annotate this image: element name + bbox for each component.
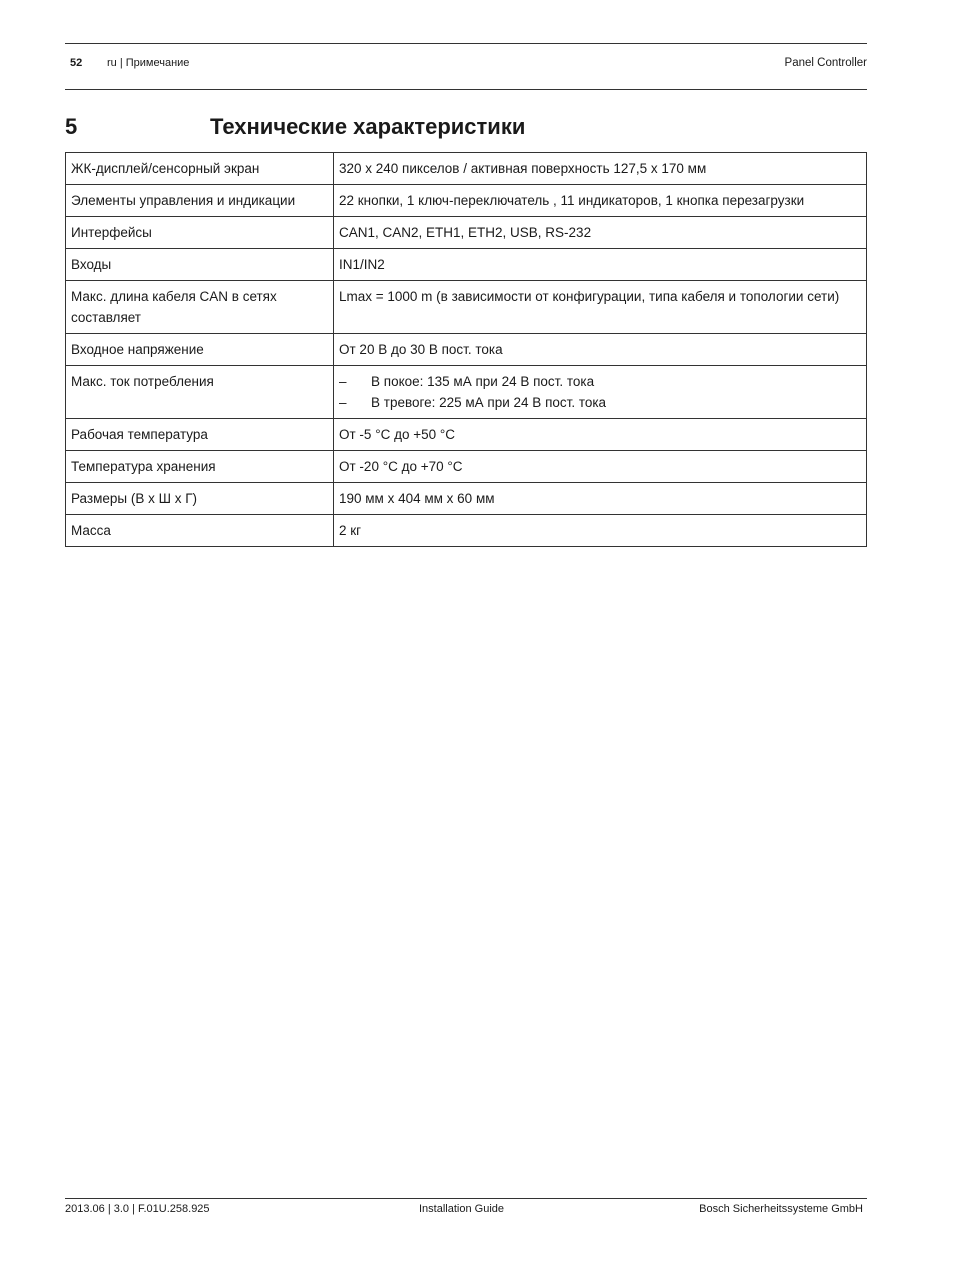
spec-key: Входное напряжение [66,334,334,366]
list-item [339,371,861,392]
spec-key: Размеры (В x Ш x Г) [66,483,334,515]
spec-value: От -20 °C до +70 °C [334,451,867,483]
spec-value: От 20 В до 30 В пост. тока [334,334,867,366]
header-section: ru | Примечание [107,57,190,69]
header-bottom-rule [65,89,867,90]
list-item-text: В тревоге: 225 мА при 24 В пост. тока [371,395,607,410]
table-row [66,281,867,334]
spec-value: 2 кг [334,515,867,547]
chapter-title: Технические характеристики [210,114,526,139]
spec-value-list [334,366,867,419]
spec-value: IN1/IN2 [334,249,867,281]
list-item-text: В покое: 135 мА при 24 В пост. тока [371,374,595,389]
footer-company: Bosch Sicherheitssysteme GmbH [699,1203,863,1215]
table-row [66,515,867,547]
spec-value: Lmax = 1000 m (в зависимости от конфигурации, типа кабеля и топологии сети) [334,281,867,334]
spec-key: Масса [66,515,334,547]
list-item [339,392,861,413]
spec-key: Элементы управления и индикации [66,185,334,217]
spec-key: Входы [66,249,334,281]
spec-value: От -5 °C до +50 °C [334,419,867,451]
footer-document-type: Installation Guide [419,1203,504,1215]
spec-key: Макс. длина кабеля CAN в сетях составляет [66,281,334,334]
spec-key: Температура хранения [66,451,334,483]
spec-key: Макс. ток потребления [66,366,334,419]
spec-value: CAN1, CAN2, ETH1, ETH2, USB, RS-232 [334,217,867,249]
table-row [66,217,867,249]
header-product: Panel Controller [784,57,867,69]
chapter-number: 5 [65,114,78,139]
table-row [66,185,867,217]
table-row [66,334,867,366]
table-row [66,153,867,185]
footer-rule [65,1198,867,1199]
spec-value: 320 x 240 пикселов / активная поверхность 127,5 x 170 мм [334,153,867,185]
list-dash: – [339,374,347,389]
table-row [66,366,867,419]
spec-key: Рабочая температура [66,419,334,451]
spec-value: 22 кнопки, 1 ключ-переключатель , 11 индикаторов, 1 кнопка перезагрузки [334,185,867,217]
spec-key: ЖК-дисплей/сенсорный экран [66,153,334,185]
table-row [66,419,867,451]
table-row [66,249,867,281]
list-dash: – [339,395,347,410]
header-top-rule [65,43,867,44]
table-row [66,451,867,483]
spec-value: 190 мм x 404 мм x 60 мм [334,483,867,515]
table-row [66,483,867,515]
specifications-table [65,152,867,547]
page-number: 52 [70,57,83,69]
footer-document-id: 2013.06 | 3.0 | F.01U.258.925 [65,1203,210,1215]
spec-key: Интерфейсы [66,217,334,249]
